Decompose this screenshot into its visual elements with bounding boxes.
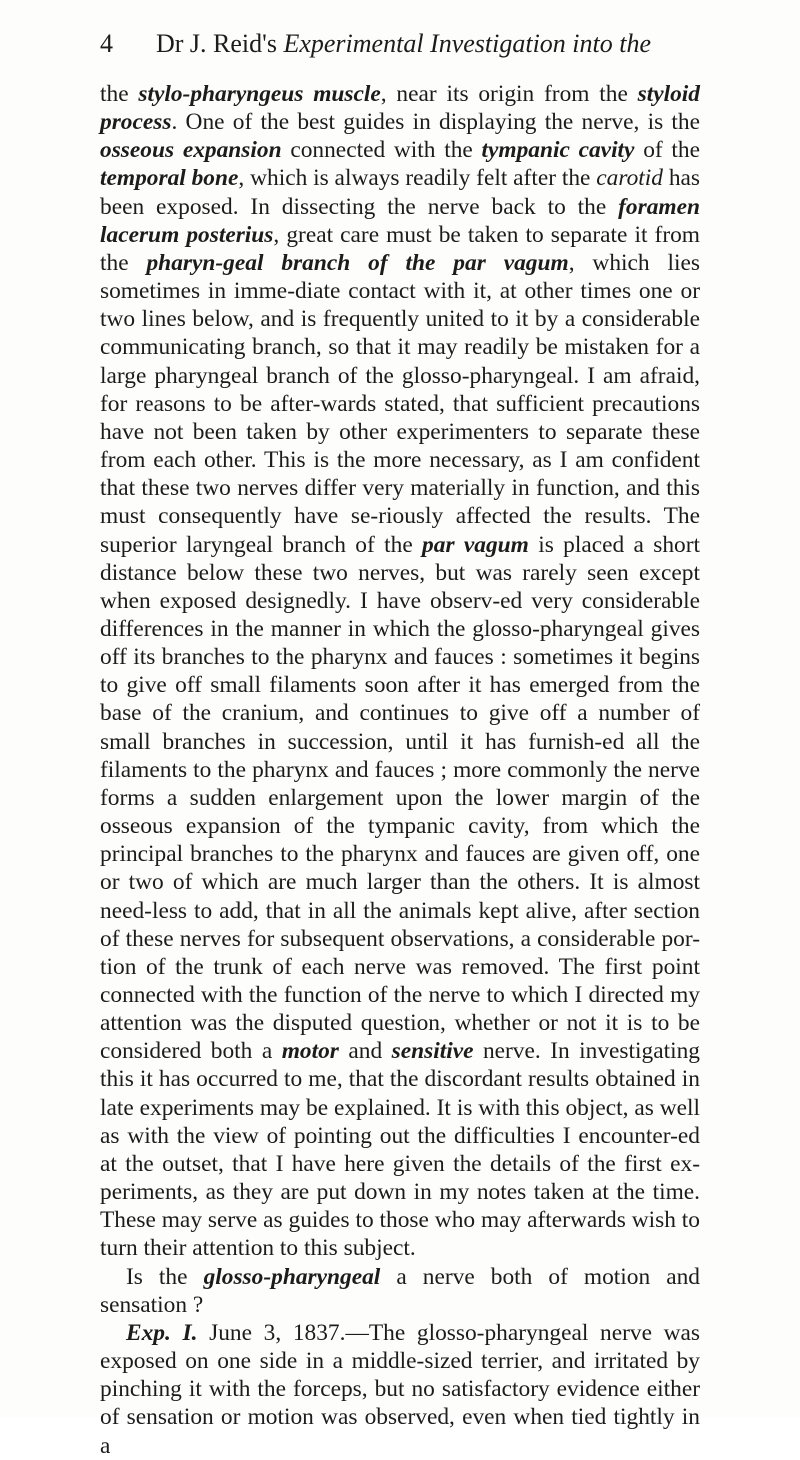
text-run-emphasis: foramen lacerum posterius bbox=[100, 193, 700, 248]
text-run: of the bbox=[634, 137, 700, 164]
text-run: , which is always readily felt after the bbox=[238, 165, 597, 192]
text-run-emphasis: osseous expansion bbox=[100, 137, 282, 164]
text-run: is placed a short distance below these two nerves, but was rarely seen except when exposed designedly. I have observ-ed very considerable differences in the manner in which the glosso-pharyngeal gives off its branches to the pharynx and fauces : sometimes it begins to give off small filaments soon after it has emerged from the base of the cranium, and continues to give off a number of small branches in succession, until it has furnish-ed all the filaments to the pharynx and fauces ; more commonly the nerve forms a sudden enlargement upon the lower margin of the osseous expansion of the tympanic cavity, from which the principal branches to the pharynx and fauces are given off, one or two of which are much larger than the others. It is almost need-less to add, that in all the animals kept alive, after section of these nerves for subsequent observations, a considerable por-tion of the trunk of each nerve was removed. The first point connected with the function of the nerve to which I directed my attention was the disputed question, whether or not it is to be considered both a bbox=[100, 531, 700, 1065]
text-run: nerve. In investigating this it has occurred to me, that the discordant results obtained in late experiments may be explained. It is with this object, as well as with the view of pointing out the difficulties I encounter-ed at the outset, that I have here given the details of the first ex-periments, as they are put down in my notes taken at the time. These may serve as guides to those who may afterwards wish to turn their attention to this subject. bbox=[100, 1038, 700, 1262]
page-number: 4 bbox=[100, 29, 113, 58]
text-run-italic: carotid bbox=[596, 165, 663, 192]
text-run: . One of the best guides in displaying the nerve, is the bbox=[171, 109, 700, 136]
text-run-emphasis: stylo-pharyngeus muscle bbox=[138, 81, 381, 107]
text-run-emphasis: pharyn-geal branch of the par vagum bbox=[146, 249, 569, 276]
paragraph-3 bbox=[100, 1319, 700, 1460]
text-run: connected with the bbox=[281, 137, 482, 164]
text-run: and bbox=[338, 1038, 392, 1065]
running-title-italic: Experimental Investigation into the bbox=[283, 29, 651, 58]
running-head bbox=[100, 24, 700, 64]
text-run: has been exposed. In dissecting the nerve back to the bbox=[100, 165, 701, 220]
body-text bbox=[100, 80, 700, 1460]
text-run-emphasis: sensitive bbox=[391, 1038, 474, 1065]
text-run-emphasis: motor bbox=[281, 1038, 339, 1065]
text-run-emphasis: glosso-pharyngeal bbox=[203, 1263, 381, 1290]
paragraph-2 bbox=[100, 1263, 700, 1319]
running-title bbox=[156, 24, 651, 64]
text-run: a nerve both of motion and sensation ? bbox=[100, 1263, 701, 1318]
text-run: Is the bbox=[126, 1263, 204, 1290]
text-run-emphasis: temporal bone bbox=[100, 165, 239, 192]
text-run-emphasis: styloid process bbox=[100, 81, 700, 136]
text-run-emphasis: par vagum bbox=[422, 531, 529, 558]
text-run: , which lies sometimes in imme-diate contact with it, at other times one or two lines below, and is frequently united to it by a considerable communicating branch, so that it may readily be mistaken for a large pharyngeal branch of the glosso-pharyngeal. I am afraid, for reasons to be after-wards stated, that sufficient precautions have not been taken by other experimenters to separate these from each other. This is the more necessary, as I am confident that these two nerves differ very materially in function, and this must consequently have se-riously affected the results. The superior laryngeal branch of the bbox=[100, 249, 700, 558]
paragraph-1 bbox=[100, 80, 700, 1263]
running-title-author: Dr J. Reid's bbox=[156, 29, 277, 58]
text-run: June 3, 1837.—The glosso-pharyngeal nerve was exposed on one side in a middle-sized terrier, and irritated by pinching it with the forceps, but no satisfactory evidence either of sensation or motion was observed, even when tied tightly in a bbox=[100, 1319, 700, 1459]
text-run: , near its origin from the bbox=[380, 81, 638, 107]
text-run-emphasis: tympanic cavity bbox=[481, 137, 635, 164]
text-run: , great care must be taken to separate it from the bbox=[100, 221, 701, 276]
experiment-label: Exp. I. bbox=[126, 1319, 198, 1346]
text-run: the bbox=[100, 81, 139, 107]
